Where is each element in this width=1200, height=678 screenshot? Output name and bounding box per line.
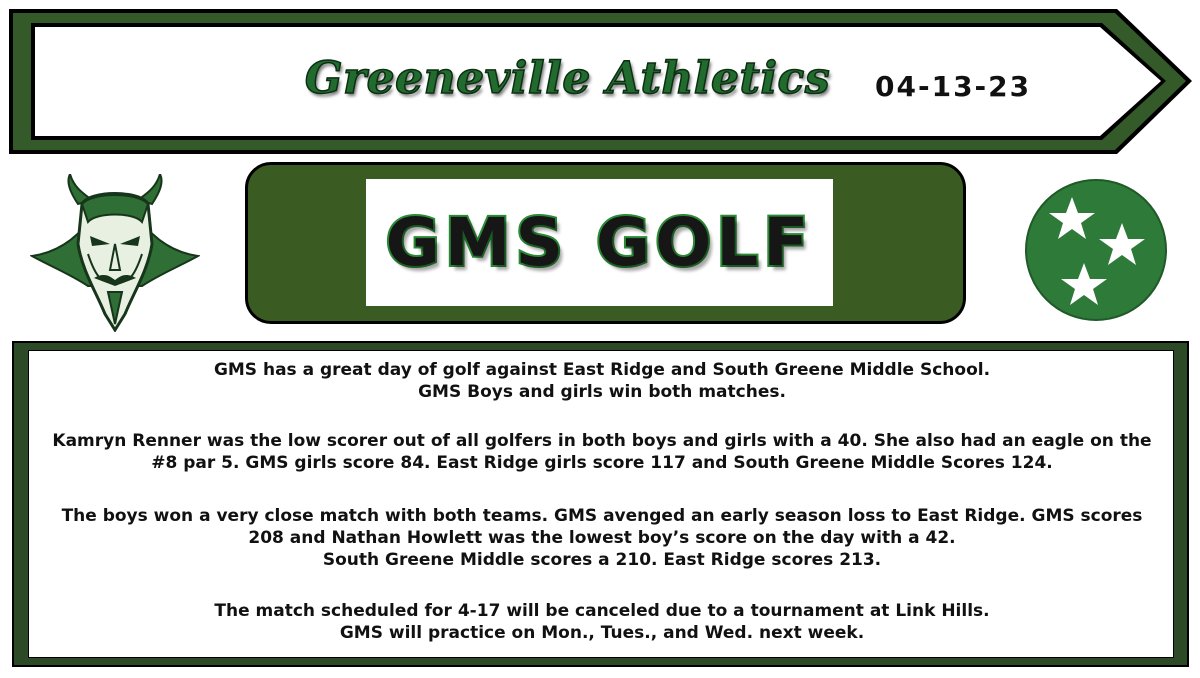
report-paragraph-1 [29,359,1175,403]
report-line: South Greene Middle scores a 210. East Ridge scores 213. [322,550,882,570]
header-date: 04-13-23 [875,69,1032,103]
report-paragraph-2 [29,430,1175,474]
report-line: 208 and Nathan Howlett was the lowest boy’s score on the day with a 42. [248,528,956,548]
golf-graphic [366,179,833,306]
report-line: The boys won a very close match with both teams. GMS avenged an early season loss to East Ridge. GMS scores [61,506,1143,526]
header-title: Greeneville Athletics [304,52,831,104]
report-line: GMS will practice on Mon., Tues., and Wed. next week. [339,623,865,643]
report-paragraph-4 [29,600,1175,644]
report-line: Kamryn Renner was the low scorer out of all golfers in both boys and girls with a 40. She also had an eagle on the [52,431,1152,451]
report-line: The match scheduled for 4-17 will be canceled due to a tournament at Link Hills. [214,601,990,621]
golf-graphic-title: GMS GOLF [385,204,814,281]
report-paragraph-3 [29,505,1175,571]
report-box [28,350,1174,658]
tristar-logo [1021,175,1171,325]
report-line: GMS has a great day of golf against East Ridge and South Greene Middle School. [213,360,991,380]
devil-mascot-logo [30,174,200,332]
report-line: GMS Boys and girls win both matches. [418,382,786,402]
report-line: #8 par 5. GMS girls score 84. East Ridge girls score 117 and South Greene Middle Scores 124. [151,453,1053,473]
